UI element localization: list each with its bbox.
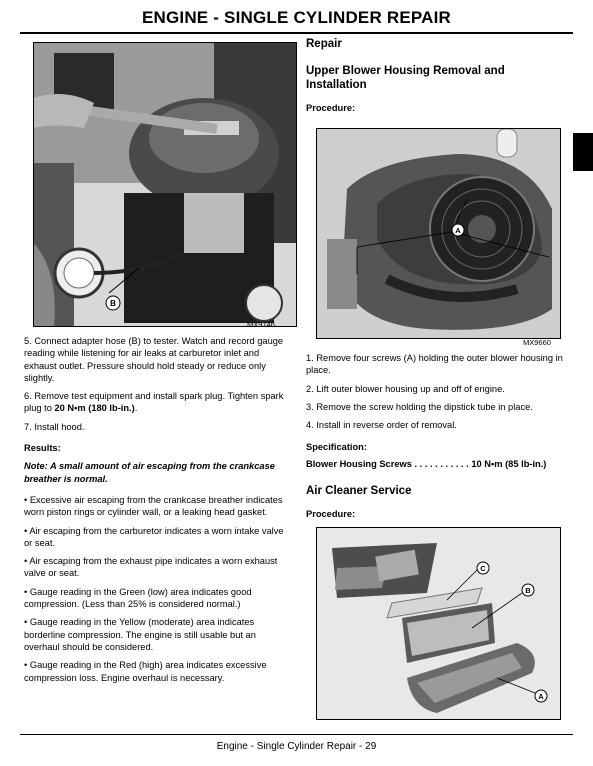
figure-id: MX9746 — [247, 320, 275, 329]
footer-rule — [20, 734, 573, 735]
section-tab-marker — [573, 133, 593, 171]
step-7: 7. Install hood. — [24, 421, 85, 432]
result-bullet: • Air escaping from the exhaust pipe indicates a worn exhaust valve or seat. — [24, 555, 294, 580]
result-bullet: • Gauge reading in the Yellow (moderate) area indicates borderline compression. The engine is still usable but an overhaul should be considered. — [24, 616, 294, 653]
page-title: ENGINE - SINGLE CYLINDER REPAIR — [141, 8, 452, 27]
header-rule — [20, 32, 573, 34]
callout-c: C — [480, 564, 486, 573]
callout-a: A — [455, 226, 461, 235]
result-bullet: • Excessive air escaping from the crankcase breather indicates worn piston rings or cylinder wall, or a leaking head gasket. — [24, 494, 294, 519]
right-column-top — [306, 38, 568, 115]
air-cleaner-heading: Air Cleaner Service — [306, 485, 412, 498]
blower-step-4: 4. Install in reverse order of removal. — [306, 420, 457, 431]
result-bullet: • Air escaping from the carburetor indicates a worn intake valve or seat. — [24, 525, 294, 550]
blower-housing-photo — [316, 128, 561, 339]
compression-test-photo — [33, 42, 297, 327]
left-column — [24, 335, 294, 690]
right-column-middle — [306, 352, 568, 520]
blower-step-2: 2. Lift outer blower housing up and off of engine. — [306, 383, 505, 394]
page-footer: Engine - Single Cylinder Repair - 29 — [216, 741, 377, 752]
air-cleaner-photo — [316, 527, 561, 720]
blower-step-1: 1. Remove four screws (A) holding the outer blower housing in place. — [306, 353, 563, 376]
result-bullet: • Gauge reading in the Green (low) area indicates good compression. (Less than 25% is considered normal.) — [24, 586, 294, 611]
specification-line: Blower Housing Screws . . . . . . . . . . . 10 N•m (85 lb-in.) — [306, 458, 547, 469]
step-5: 5. Connect adapter hose (B) to tester. Watch and record gauge reading while listening for air leaks at carburetor inlet and exhaust outlet. Pressure should hold steady or reduce only slightly. — [24, 336, 284, 383]
blower-step-3: 3. Remove the screw holding the dipstick tube in place. — [306, 401, 533, 412]
results-heading: Results: — [24, 443, 61, 454]
callout-a: A — [538, 692, 544, 701]
procedure-label: Procedure: — [306, 509, 356, 520]
result-bullet: • Gauge reading in the Red (high) area indicates excessive compression loss. Engine overhaul is necessary. — [24, 659, 294, 684]
specification-heading: Specification: — [306, 442, 367, 453]
figure-id: MX9660 — [523, 338, 551, 347]
blower-heading: Upper Blower Housing Removal and Installation — [306, 65, 505, 92]
repair-heading: Repair — [306, 38, 342, 50]
step-6: 6. Remove test equipment and install spark plug. Tighten spark plug to 20 N•m (180 lb-in.). — [24, 391, 284, 414]
callout-b: B — [525, 586, 531, 595]
procedure-label: Procedure: — [306, 103, 356, 114]
callout-b: B — [110, 299, 116, 308]
note: Note: A small amount of air escaping from the crankcase breather is normal. — [24, 461, 275, 484]
